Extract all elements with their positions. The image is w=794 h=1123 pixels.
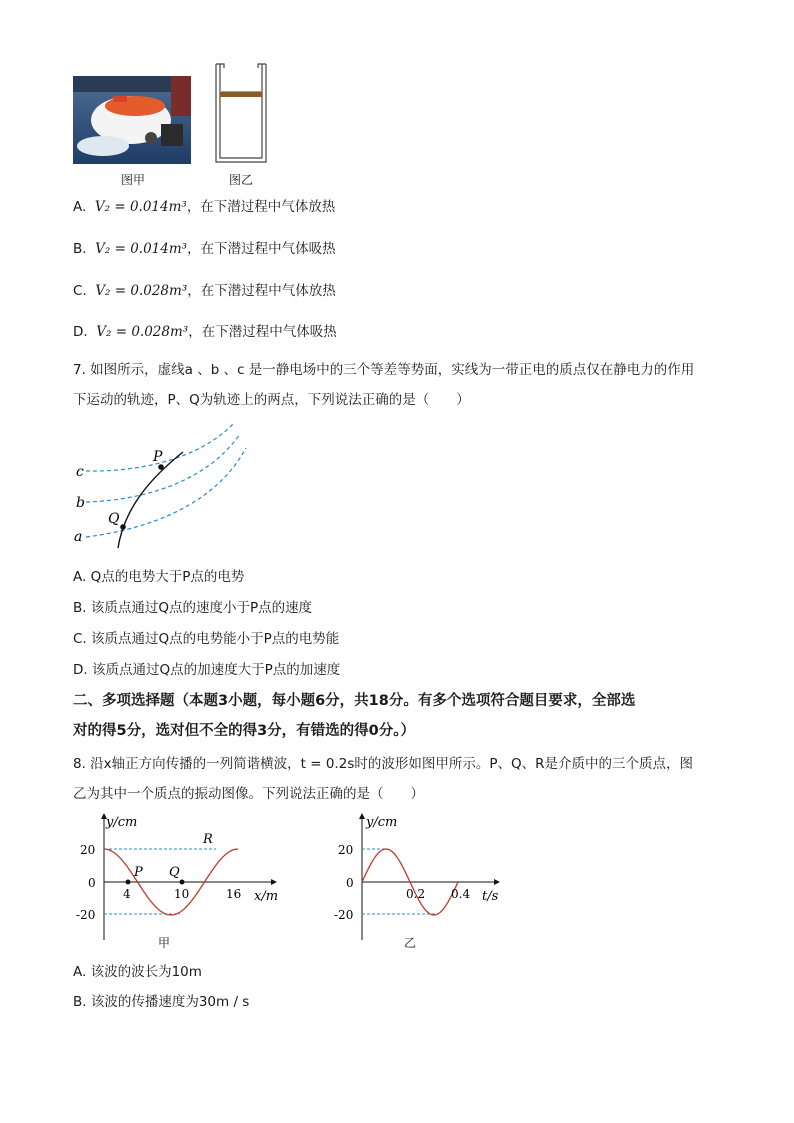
label-c: c (76, 464, 84, 480)
ylabel: y/cm (106, 815, 138, 830)
q6-option-c (73, 281, 336, 301)
xtick-4: 4 (123, 887, 131, 901)
xtick-0-2: 0.2 (406, 887, 426, 901)
figure-caption-a: 图甲 (120, 173, 145, 187)
graph-caption-b: 乙 (403, 936, 416, 950)
q7-figure (68, 420, 248, 555)
q6-option-b (73, 239, 336, 259)
q7-option-b: B. 该质点通过Q点的速度小于P点的速度 (73, 600, 313, 616)
section2-heading-line2: 对的得5分，选对但不全的得3分，有错选的得0分。） (73, 723, 416, 739)
xtick-16: 16 (226, 887, 242, 901)
figure-caption-b: 图乙 (228, 173, 253, 187)
ytick-neg20: -20 (334, 908, 354, 922)
label-p: P (153, 449, 163, 465)
q7-option-d: D. 该质点通过Q点的加速度大于P点的加速度 (73, 662, 341, 678)
ytick-0: 0 (346, 876, 354, 890)
graph-caption-a: 甲 (157, 936, 170, 950)
option-math: V₂ = 0.028m³ (96, 324, 189, 340)
option-math: V₂ = 0.028m³ (95, 283, 188, 299)
submersible-photo (73, 76, 191, 164)
wave-graph-a (76, 810, 296, 950)
q8-stem-line2: 乙为其中一个质点的振动图像。下列说法正确的是（ ） (73, 786, 424, 802)
q8-option-b: B. 该波的传播速度为30m / s (73, 994, 250, 1010)
ytick-neg20: -20 (76, 908, 96, 922)
option-text: ，在下潜过程中气体放热 (187, 283, 336, 299)
cylinder-diagram (208, 60, 272, 168)
option-text: ，在下潜过程中气体吸热 (188, 324, 337, 340)
xtick-0-4: 0.4 (451, 887, 471, 901)
option-label: A. (73, 199, 87, 215)
q7-stem-line2: 下运动的轨迹，P、Q为轨迹上的两点，下列说法正确的是（ ） (73, 392, 470, 408)
option-math: V₂ = 0.014m³ (94, 199, 187, 215)
q7-option-c: C. 该质点通过Q点的电势能小于P点的电势能 (73, 631, 340, 647)
xlabel: x/m (254, 889, 279, 904)
point-p (158, 464, 164, 470)
label-b: b (76, 495, 85, 511)
xtick-10: 10 (174, 887, 190, 901)
option-text: ，在下潜过程中气体放热 (186, 199, 336, 215)
q8-stem-line1: 8. 沿x轴正方向传播的一列简谐横波，t = 0.2s时的波形如图甲所示。P、Q、R是介质中的三个质点，图 (73, 756, 693, 772)
point-p (126, 880, 131, 885)
option-text: ，在下潜过程中气体吸热 (187, 241, 336, 257)
xlabel: t/s (482, 889, 499, 904)
option-label: C. (73, 283, 87, 299)
option-label: B. (73, 241, 87, 257)
ytick-20: 20 (80, 843, 96, 857)
q7-stem-line1: 7. 如图所示，虚线a 、b 、c 是一静电场中的三个等差等势面，实线为一带正电的质点仅在静电力的作用 (73, 362, 695, 378)
ylabel: y/cm (366, 815, 398, 830)
ytick-0: 0 (88, 876, 96, 890)
label-a: a (74, 529, 83, 545)
option-math: V₂ = 0.014m³ (95, 241, 188, 257)
point-q (120, 524, 126, 530)
ytick-20: 20 (338, 843, 354, 857)
section2-heading-line1: 二、多项选择题（本题3小题，每小题6分，共18分。有多个选项符合题目要求，全部选 (73, 693, 636, 709)
label-p: P (134, 865, 143, 880)
q6-option-d (73, 322, 337, 342)
q7-option-a: A. Q点的电势大于P点的电势 (73, 569, 245, 585)
wave-graph-b (334, 810, 504, 950)
option-label: D. (73, 324, 88, 340)
trajectory (118, 452, 183, 548)
q8-option-a: A. 该波的波长为10m (73, 964, 202, 980)
q6-option-a (73, 197, 335, 217)
label-q: Q (108, 511, 120, 527)
point-q (180, 880, 185, 885)
label-r: R (203, 832, 213, 847)
label-q: Q (169, 865, 180, 880)
